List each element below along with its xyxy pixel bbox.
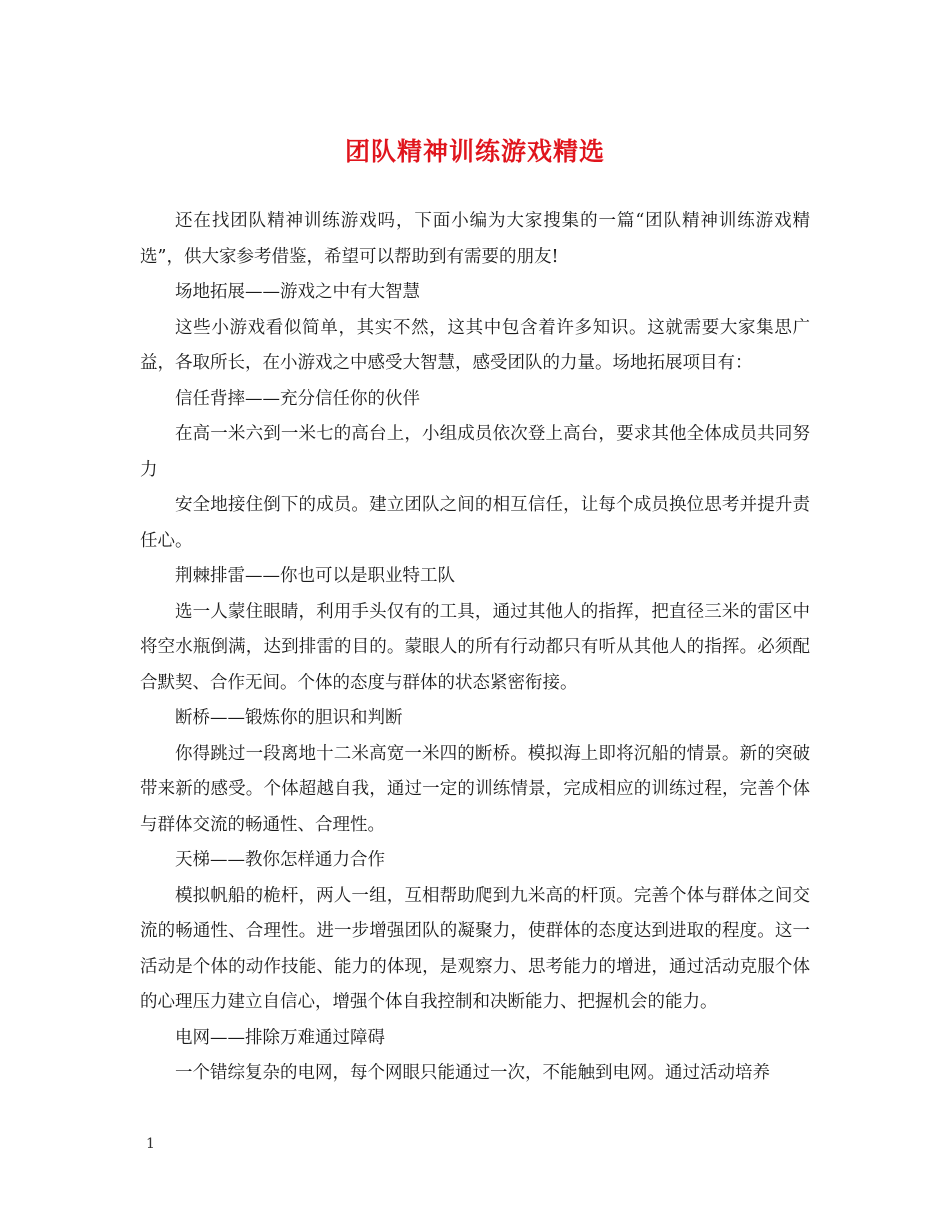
section-heading-sky-ladder: 天梯——教你怎样通力合作 [175, 850, 385, 870]
paragraph-sky-ladder: 模拟帆船的桅杆，两人一组，互相帮助爬到九米高的杆顶。完善个体与群体之间交流的畅通性、合理性。进一步增强团队的凝聚力，使群体的态度达到进取的程度。这一活动是个体的动作技能、能力的体现，是观察力、思考能力的增进，通过活动克服个体的心理压力建立自信心，增强个体自我控制和决断能力、把握机会的能力。 [140, 885, 810, 1012]
document-title: 团队精神训练游戏精选 [344, 137, 605, 166]
section-heading-broken-bridge: 断桥——锻炼你的胆识和判断 [175, 708, 403, 728]
paragraph-broken-bridge: 你得跳过一段离地十二米高宽一米四的断桥。模拟海上即将沉船的情景。新的突破带来新的感受。个体超越自我，通过一定的训练情景，完成相应的训练过程，完善个体与群体交流的畅通性、合理性。 [140, 743, 810, 835]
paragraph-minefield: 选一人蒙住眼睛，利用手头仅有的工具，通过其他人的指挥，把直径三米的雷区中将空水瓶倒满，达到排雷的目的。蒙眼人的所有行动都只有听从其他人的指挥。必须配合默契、合作无间。个体的态度与群体的状态紧密衔接。 [140, 601, 810, 693]
paragraph-intro: 还在找团队精神训练游戏吗，下面小编为大家搜集的一篇“团队精神训练游戏精选”，供大家参考借鉴，希望可以帮助到有需要的朋友! [140, 211, 810, 267]
paragraph-trust-fall-1: 在高一米六到一米七的高台上，小组成员依次登上高台，要求其他全体成员共同努力 [140, 424, 810, 480]
section-heading-spider-web: 电网——排除万难通过障碍 [175, 1027, 385, 1048]
document-body [140, 204, 810, 1092]
paragraph-trust-fall-2: 安全地接住倒下的成员。建立团队之间的相互信任，让每个成员换位思考并提升责任心。 [140, 495, 810, 551]
section-heading-field-expansion: 场地拓展——游戏之中有大智慧 [175, 282, 420, 302]
page-number: 1 [146, 1136, 155, 1152]
section-heading-trust-fall: 信任背摔——充分信任你的伙伴 [175, 388, 420, 409]
paragraph-field-expansion: 这些小游戏看似简单，其实不然，这其中包含着许多知识。这就需要大家集思广益，各取所长，在小游戏之中感受大智慧，感受团队的力量。场地拓展项目有： [140, 317, 810, 373]
paragraph-spider-web: 一个错综复杂的电网，每个网眼只能通过一次，不能触到电网。通过活动培养 [175, 1063, 770, 1083]
section-heading-minefield: 荆棘排雷——你也可以是职业特工队 [175, 566, 455, 586]
